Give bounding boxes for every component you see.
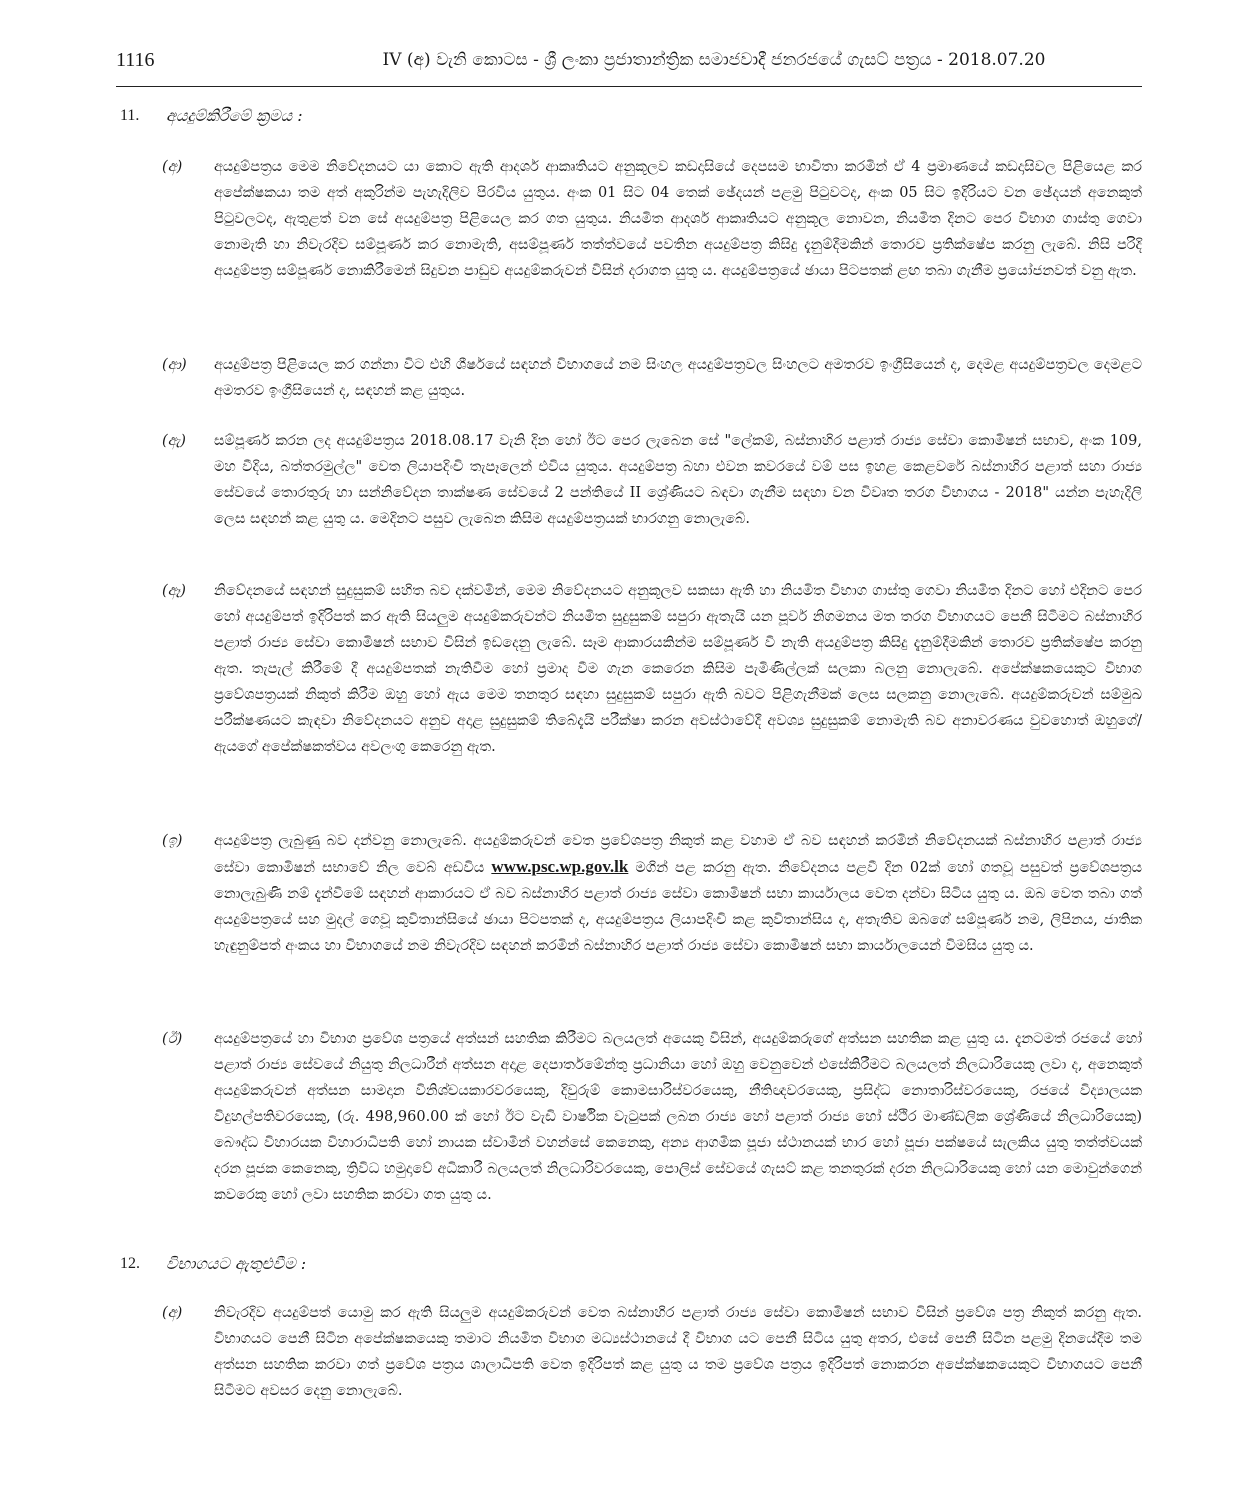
- paragraph-11-aae: [162, 578, 1142, 760]
- page-number: 1116: [116, 49, 155, 71]
- page-header: [116, 46, 1142, 87]
- paragraph-label: (ඊ): [162, 1031, 183, 1047]
- section-number: 11.: [120, 107, 140, 124]
- paragraph-label: (ආ): [162, 357, 187, 373]
- paragraph-text: නිවැරදිව අයදුම්පත් යොමු කර ඇති සියලුම අයදුම්කරුවන් වෙත බස්නාහිර පළාත් රාජ්‍ය සේවා කොමිෂන් සභාව විසින් ප්‍රවේශ පත්‍ර නිකුත් කරනු ඇත. විභාගයට පෙනී සිටින අපේක්ෂකයෙකු තමාට නියමිත විභාග මධ්‍යස්ථානයේ දී විභාග යට පෙනී සිටිය යුතු අතර, එසේ පෙනී සිටින පළමු දිනයේදීම තම අත්සන සහතික කරවා ගත් ප්‍රවේශ පත්‍රය ශාලාධිපති වෙත ඉදිරිපත් කළ යුතු ය තම ප්‍රවේශ පත්‍රය ඉදිරිපත් නොකරන අපේක්ෂකයෙකුට විභාගයට පෙනී සිටීමට අවසර දෙනු නොලැබේ.: [214, 1305, 1142, 1399]
- paragraph-text: අයදුම්පත්‍ර පිළියෙල කර ගන්නා විට එහි ශීර්ෂයේ සඳහන් විභාගයේ නම සිංහල අයදුම්පත්‍රවල සිංහලට අමතරව ඉංග්‍රීසියෙන් ද, දෙමළ අයදුම්පත්‍රවල දෙමළට අමතරව ඉංග්‍රීසියෙන් ද, සඳහන් කළ යුතුය.: [214, 357, 1142, 399]
- paragraph-label: (ඉ): [162, 833, 183, 849]
- section-12-heading: [120, 1252, 306, 1276]
- paragraph-12-a: [162, 1300, 1142, 1404]
- section-number: 12.: [120, 1255, 140, 1272]
- paragraph-text: සම්පූර්ණ කරන ලද අයදුම්පත්‍රය 2018.08.17 වැනි දින හෝ ඊට පෙර ලැබෙන සේ "ලේකම්, බස්නාහිර පළාත් රාජ්‍ය සේවා කොමිෂන් සභාව, අංක 109, මහ වීදිය, බත්තරමුල්ල" වෙත ලියාපදිංචි තැපෑලෙන් එවිය යුතුය. අයදුම්පත්‍ර බහා එවන කවරයේ වම් පස ඉහළ කෙළවරේ බස්නාහිර පළාත් සහා රාජ්‍ය සේවයේ තොරතුරු හා සන්නිවේදන තාක්ෂණ සේවයේ 2 පන්තියේ II ශ්‍රේණියට බඳවා ගැනීම සඳහා වන විවෘත තරග විභාගය - 2018" යන්න පැහැදිලි ලෙස සඳහන් කළ යුතු ය. මෙදිනට පසුව ලැබෙන කිසිම අයදුම්පත්‍රයක් භාරගනු නොලැබේ.: [214, 433, 1142, 527]
- paragraph-label: (අ): [162, 159, 183, 175]
- paragraph-11-ae: [162, 428, 1142, 532]
- paragraph-text-part: අයදුම්පත්‍ර ලැබුණු බව දන්වනු නොලැබේ. අයදුම්කරුවන් වෙත ප්‍රවේශපත්‍ර නිකුත් කළ වහාම ඒ බව සඳහන් කරමින් නිවේදනයක් බස්නාහිර පළාත් රාජ්‍ය සේවා කොමිෂන් සභාවේ නිල වෙබ් අඩවිය: [214, 833, 1142, 876]
- paragraph-text: [214, 828, 1142, 959]
- paragraph-11-aa: [162, 352, 1142, 404]
- paragraph-11-a: [162, 154, 1142, 284]
- section-11-heading: [120, 104, 303, 128]
- paragraph-label: (අ): [162, 1305, 183, 1321]
- paragraph-text: අයදුම්පත්‍රයේ හා විභාග ප්‍රවේශ පත්‍රයේ අත්සන් සහතික කිරීමට බලයලත් අයෙකු විසින්, අයදුම්කරුගේ අත්සන සහතික කළ යුතු ය. දැනටමත් රජයේ හෝ පළාත් රාජ්‍ය සේවයේ නියුතු නිලධාරීන් අත්සන අදාළ දෙපාර්තමේන්තු ප්‍රධානියා හෝ ඔහු වෙනුවෙන් එසේකිරීමට බලයලත් නිලධාරියෙකු ලවා ද, අනෙකුත් අයදුම්කරුවන් අත්සන සාමදාන විනිශ්චයකාරවරයෙකු, දිවුරුම් කොමසාරිස්වරයෙකු, නීතිඥවරයෙකු, ප්‍රසිද්ධ නොතාරිස්වරයෙකු, රජයේ විද්‍යාලයක විදුහල්පතිවරයෙකු, (රු. 498,960.00 ක් හෝ ඊට වැඩි වාර්ෂික වැටුපක් ලබන රාජ්‍ය හෝ පළාත් රාජ්‍ය හෝ ස්ථිර මාණ්ඩලික ශ්‍රේණියේ නිලධාරියෙකු) බෞද්ධ විහාරයක විහාරාධිපති හෝ නායක ස්වාමීන් වහන්සේ කෙනෙකු, අන්‍ය ආගමික පූජා ස්ථානයක් භාර හෝ පූජා පක්ෂයේ සැලකිය යුතු තත්ත්වයක් දරන පූජක කෙනෙකු, ත්‍රිවිධ හමුදාවේ අධිකාරී බලයලත් නිලධාරිවරයෙකු, පොලිස් සේවයේ ගැසට් කළ තනතුරක් දරන නිලධාරියෙකු හෝ යන මොවුන්ගෙන් කවරෙකු හෝ ලවා සහතික කරවා ගත යුතු ය.: [214, 1031, 1142, 1203]
- paragraph-11-i: [162, 828, 1142, 959]
- paragraph-label: (ඇ): [162, 433, 186, 449]
- website-link[interactable]: www.psc.wp.gov.lk: [491, 857, 629, 876]
- paragraph-label: (ඈ): [162, 583, 186, 599]
- running-title: IV (අ) වැනි කොටස - ශ්‍රී ලංකා ප්‍රජාතාන්ත්‍රික සමාජවාදී ජනරජයේ ගැසට් පත්‍රය - 2018.07.20: [382, 50, 1046, 70]
- paragraph-11-ii: [162, 1026, 1142, 1208]
- paragraph-text: නිවේදනයේ සඳහන් සුදුසුකම් සහිත බව දක්වමින්, මෙම නිවේදනයට අනුකූලව සකසා ඇති හා නියමිත විභාග ගාස්තු ගෙවා නියමිත දිනට හෝ එදිනට පෙර හෝ අයදුම්පත් ඉදිරිපත් කර ඇති සියලුම අයදුම්කරුවන්ට නියමිත සුදුසුකම් සපුරා ඇතැයි යන පූර්ව නිගමනය මත තරග විභාගයට පෙනී සිටීමට බස්නාහිර පළාත් රාජ්‍ය සේවා කොමිෂන් සභාව විසින් ඉඩදෙනු ලැබේ. සෑම ආකාරයකින්ම සම්පූර්ණ වී නැති අයදුම්පත්‍ර කිසිදු දැනුම්දීමකින් තොරව ප්‍රතික්ෂේප කරනු ඇත. තැපැල් කිරීමේ දී අයදුම්පතක් නැතිවීම හෝ ප්‍රමාද වීම ගැන කෙරෙන කිසිම පැමිණිල්ලක් සලකා බලනු නොලැබේ. අපේක්ෂකයෙකුට විභාග ප්‍රවේශපත්‍රයක් නිකුත් කිරීම ඔහු හෝ ඇය මෙම තනතුර සඳහා සුදුසුකම් සපුරා ඇති බවට පිළිගැනීමක් ලෙස සලකනු නොලැබේ. අයදුම්කරුවන් සම්මුඛ පරීක්ෂණයට කැඳවා නිවේදනයට අනුව අදාළ සුදුසුකම් තිබේදැයි පරීක්ෂා කරන අවස්ථාවේදී අවශ්‍ය සුදුසුකම් නොමැති බව අනාවරණය වුවහොත් ඔහුගේ/ඇයගේ අපේක්ෂකත්වය අවලංගු කෙරෙනු ඇත.: [214, 583, 1142, 755]
- section-title: අයදුම්කිරීමේ ක්‍රමය :: [166, 106, 303, 125]
- paragraph-text: අයදුම්පත්‍රය මෙම නිවේදනයට යා කොට ඇති ආදර්ශ ආකෘතියට අනුකූලව කඩදාසියේ දෙපසම භාවිතා කරමින් ඒ 4 ප්‍රමාණයේ කඩදාසිවල පිළියෙළ කර අපේක්ෂකයා තම අත් අකුරින්ම පැහැදිලිව පිරවිය යුතුය. අංක 01 සිට 04 තෙක් ඡේදයන් පළමු පිටුවටද, අංක 05 සිට ඉදිරියට වන ඡේදයන් අනෙකුත් පිටුවලටද, ඇතුළත් වන සේ අයදුම්පත්‍ර පිළියෙල කර ගත යුතුය. නියමිත ආදර්ශ ආකෘතියට අනුකූල නොවන, නියමිත දිනට පෙර විභාග ගාස්තු ගෙවා නොමැති හා නිවැරදිව සම්පූර්ණ කර නොමැති, අසම්පූර්ණ තත්ත්වයේ පවතින අයදුම්පත්‍ර කිසිදු දැනුම්දීමකින් තොරව ප්‍රතික්ෂේප කරනු ලැබේ. නිසි පරිදි අයදුම්පත්‍ර සම්පූර්ණ නොකිරීමෙන් සිදුවන පාඩුව අයදුම්කරුවන් විසින් දරාගත යුතු ය. අයදුම්පත්‍රයේ ඡායා පිටපතක් ළඟ තබා ගැනීම ප්‍රයෝජනවත් වනු ඇත.: [214, 159, 1142, 279]
- section-title: විභාගයට ඇතුළුවීම :: [166, 1254, 307, 1273]
- paragraph-text-part: මගින් පළ කරනු ඇත. නිවේදනය පළවී දින 02ක් හෝ ගතවූ පසුවත් ප්‍රවේශපත්‍රය නොලැබුණි නම් දැන්වීමේ සඳහන් ආකාරයට ඒ බව බස්නාහිර පළාත් රාජ්‍ය සේවා කොමිෂන් සභා කාර්යාලය වෙත දන්වා සිටිය යුතු ය. ඔබ වෙත තබා ගත් අයදුම්පත්‍රයේ සහ මුදල් ගෙවූ කුවිතාන්සියේ ඡායා පිටපතක් ද, අයදුම්පත්‍රය ලියාපදිංචි කළ කුවිතාන්සිය ද, අතැතිව ඔබගේ සම්පූර්ණ නම, ලිපිනය, ජාතික හැඳුනුම්පත් අංකය හා විභාගයේ නම නිවැරදිව සඳහන් කරමින් බස්නාහිර පළාත් රාජ්‍ය සේවා කොමිෂන් සභා කාර්යාලයෙන් විමසිය යුතු ය.: [214, 860, 1142, 954]
